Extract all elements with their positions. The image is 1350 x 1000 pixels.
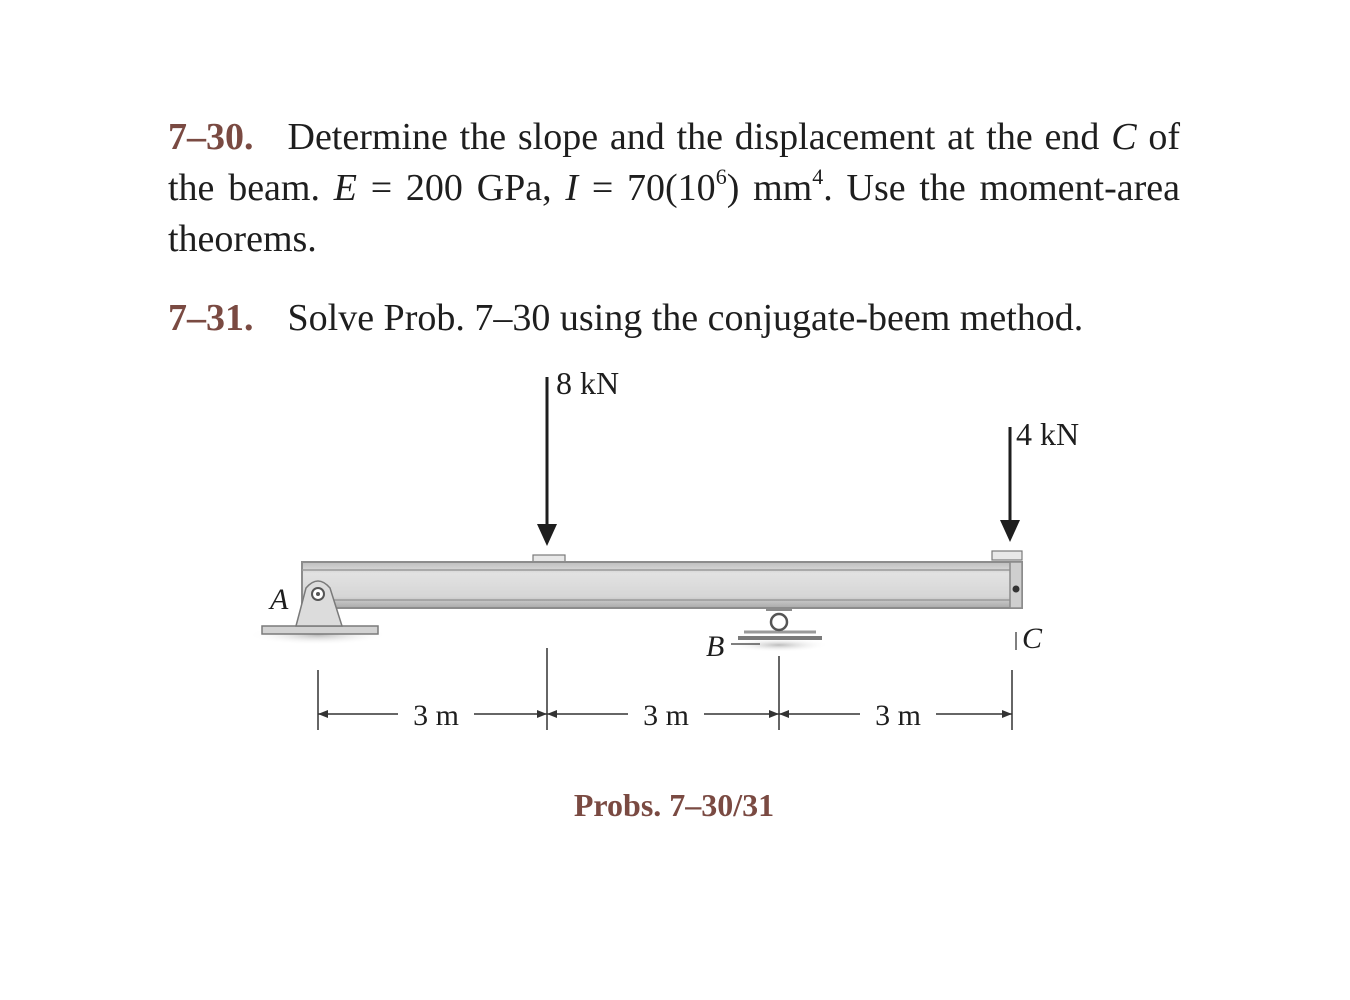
figure-caption: Probs. 7–30/31 <box>573 787 775 823</box>
problem-text: ) mm <box>726 167 813 209</box>
exponent: 6 <box>715 164 727 189</box>
problem-text: Solve Prob. 7–30 using the conjugate-beem method. <box>287 297 1084 339</box>
problem-text: of the beam. <box>168 116 1180 209</box>
dimension-label-3: 3 m <box>875 699 921 732</box>
modulus-symbol: E <box>333 167 357 209</box>
beam <box>302 562 1022 608</box>
roller-support-b <box>729 610 829 652</box>
exponent: 4 <box>812 164 824 189</box>
problem-text: Determine the slope and the displacement at the end <box>287 116 1112 158</box>
problem-text: = 70(10 <box>578 167 716 209</box>
load-label-4kn: 4 kN <box>1016 416 1080 452</box>
dimension-label-1: 3 m <box>413 699 459 732</box>
problem-text: = 200 GPa, <box>356 167 566 209</box>
problem-text: . Use the moment-area theorems. <box>168 167 1180 260</box>
end-label-c: C <box>1022 622 1043 655</box>
point-label: C <box>1111 116 1137 158</box>
load-label-8kn: 8 kN <box>556 365 620 401</box>
support-label-a: A <box>270 583 289 616</box>
inertia-symbol: I <box>565 167 579 209</box>
problem-number: 7–31. <box>168 297 254 339</box>
load-arrow-8kn <box>533 377 565 562</box>
support-label-b: B <box>706 630 725 663</box>
dimension-label-2: 3 m <box>643 699 689 732</box>
problem-number: 7–30. <box>168 116 254 158</box>
